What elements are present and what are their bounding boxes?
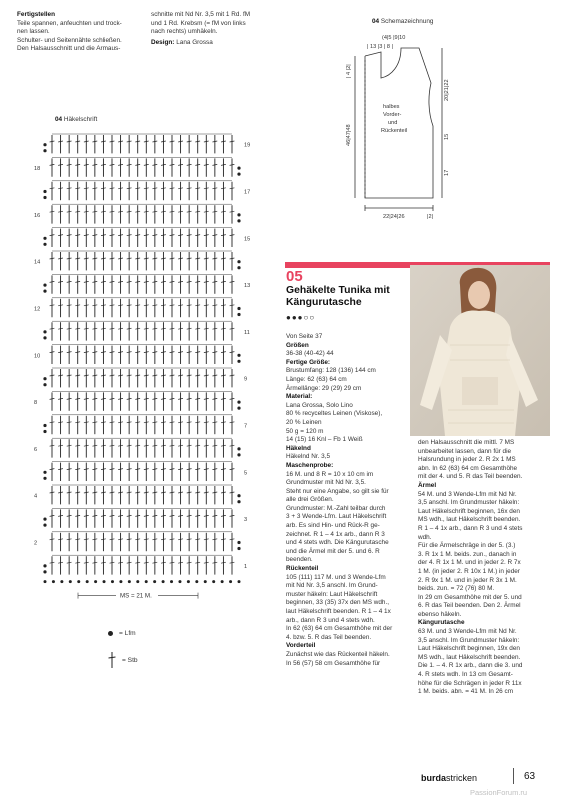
schema-number: 04	[372, 18, 380, 25]
foundation-chain-dot	[128, 580, 131, 583]
turning-chain-dot	[43, 564, 46, 567]
turning-chain-dot	[237, 354, 240, 357]
foundation-chain-dot	[229, 580, 232, 583]
watermark: PassionForum.ru	[470, 788, 528, 797]
chart-title-text: Häkelschrift	[62, 116, 98, 123]
foundation-chain-dot	[221, 580, 224, 583]
turning-chain-dot	[43, 524, 46, 527]
schema-label-3: und	[388, 120, 398, 126]
chain-stitch-icon	[108, 631, 113, 636]
brand-bold: burda	[421, 773, 447, 783]
legend-stb	[108, 652, 138, 668]
schema-outline	[365, 48, 433, 198]
legend-stb-label: = Stb	[122, 656, 138, 664]
footer-separator	[513, 768, 514, 784]
foundation-chain-dot	[195, 580, 198, 583]
section-heading: Häkelnd	[286, 444, 311, 452]
paragraph: Steht nur eine Angabe, so gilt sie für alle drei Größen.	[286, 487, 389, 504]
schema-shoulder: | 4 |2|	[346, 64, 352, 78]
finishing-continued	[151, 11, 276, 47]
foundation-chain-dot	[212, 580, 215, 583]
section-heading: Fertige Größe:	[286, 358, 331, 366]
foundation-chain-dot	[86, 580, 89, 583]
schema-r17: 17	[444, 169, 450, 176]
turning-chain-dot	[237, 266, 240, 269]
foundation-chain-dot	[170, 580, 173, 583]
turning-chain-dot	[237, 213, 240, 216]
foundation-chain-dot	[136, 580, 139, 583]
chart-number: 04	[55, 116, 63, 123]
schema-top-dims: (4|5 |9|10	[382, 35, 406, 41]
page-number: 63	[524, 771, 536, 782]
design-label: Design:	[151, 38, 175, 46]
paragraph: Zunächst wie das Rückenteil häkeln. In 56 (57) 58 cm Gesamthöhe für	[286, 650, 390, 667]
turning-chain-dot	[237, 360, 240, 363]
pattern-number: 05	[286, 268, 303, 285]
turning-chain-dot	[43, 190, 46, 193]
paragraph: Grundmuster: M.-Zahl teilbar durch 3 + 3 Wende-Lfm. Laut Häkelschrift arb. Es sind Hin- und Rück-R ge- zeichnet. R 1 – 4 1x arb., dann R 3 und 4 stets wdh. Die Kängurutasche und die Ärmel mit der 5. und 6. R beenden.	[286, 504, 389, 564]
turning-chain-dot	[237, 447, 240, 450]
section-heading: Vorderteil	[286, 642, 316, 650]
paragraph: 105 (111) 117 M. und 3 Wende-Lfm mit Nd Nr. 3,5 anschl. Im Grund- muster häkeln: Laut Häkelschrift beginnen, 33 (35) 37x den MS wdh., laut Häkelschrift beenden. R 1 – 4 1x arb., dann R 3 und 4 stets wdh. In 62 (63) 64 cm Gesamthöhe mit der 4. bzw. 5. R das Teil beenden.	[286, 573, 393, 641]
turning-chain-dot	[43, 330, 46, 333]
finishing-continued-text: schnitte mit Nd Nr. 3,5 mit 1 Rd. fM und 1 Rd. Krebsm (= fM von links nach rechts) umhäkeln.	[151, 11, 251, 36]
paragraph: 63 M. und 3 Wende-Lfm mit Nd Nr. 3,5 anschl. Im Grundmuster häkeln: Laut Häkelschrift beginnen, 19x den MS wdh., laut Häkelschrift beenden. Die 1. – 4. R 1x arb., dann die 3. und 4. R stets wdh. In 13 cm Gesamt- höhe für die Schrägen in jeder R 11x 1 M. beids. abn. = 41 M. In 26 cm	[418, 628, 523, 696]
section-heading: Kängurutasche	[418, 619, 465, 627]
turning-chain-dot	[237, 260, 240, 263]
turning-chain-dot	[43, 149, 46, 152]
row-number: 16	[34, 212, 41, 219]
foundation-chain-dot	[94, 580, 97, 583]
pattern-title: Gehäkelte Tunika mit Kängurutasche	[286, 285, 390, 308]
turning-chain-dot	[237, 167, 240, 170]
row-number: 6	[34, 446, 38, 453]
brand-light: stricken	[446, 773, 478, 783]
turning-chain-dot	[237, 173, 240, 176]
design-credit	[151, 39, 276, 48]
foundation-chain-dot	[77, 580, 80, 583]
row-number: 2	[34, 540, 38, 547]
turning-chain-dot	[43, 383, 46, 386]
row-number: 15	[244, 236, 251, 243]
section-heading: Ärmel	[418, 481, 437, 489]
legend-lfm-label: = Lfm	[119, 630, 136, 637]
paragraph: Lana Grossa, Solo Lino 80 % recyceltes Leinen (Viskose), 20 % Leinen 50 g = 120 m 14 (15) 16 Knl – Fb 1 Weiß	[286, 401, 383, 444]
turning-chain-dot	[237, 407, 240, 410]
schema-label-4: Rückenteil	[381, 128, 408, 134]
foundation-chain-dot	[162, 580, 165, 583]
row-number: 4	[34, 493, 38, 500]
foundation-chain-dot	[178, 580, 181, 583]
schema-title-text: Schemazeichnung	[379, 18, 434, 25]
turning-chain-dot	[43, 471, 46, 474]
schema-drawing	[335, 26, 460, 226]
finishing-heading: Fertigstellen	[17, 11, 55, 18]
foundation-chain-dot	[103, 580, 106, 583]
difficulty-rating: ●●●○○	[286, 313, 316, 322]
schema-bottom-width: 22|24|26	[383, 214, 405, 220]
row-number: 19	[244, 142, 251, 149]
paragraph: 36-38 (40-42) 44	[286, 350, 334, 358]
foundation-chain-dot	[145, 580, 148, 583]
double-crochet-icon	[108, 652, 116, 668]
row-number: 10	[34, 353, 41, 360]
ms-label: MS = 21 M.	[120, 592, 152, 600]
turning-chain-dot	[237, 494, 240, 497]
turning-chain-dot	[237, 401, 240, 404]
foundation-chain-dot	[52, 580, 55, 583]
schema-bottom-right: |2|	[427, 214, 434, 220]
turning-chain-dot	[43, 237, 46, 240]
row-number: 13	[244, 283, 251, 290]
schema-top-dims2: | 13 |3 | 8 |	[367, 44, 394, 50]
turning-chain-dot	[43, 430, 46, 433]
row-number: 14	[34, 259, 41, 266]
chart-title	[55, 116, 97, 123]
model-photo	[410, 265, 550, 436]
schema-right-top: 20|21|22	[444, 79, 450, 101]
turning-chain-dot	[43, 570, 46, 573]
section-heading: Maschenprobe:	[286, 461, 334, 469]
row-number: 8	[34, 400, 38, 407]
turning-chain-dot	[237, 307, 240, 310]
schema-label-2: Vorder-	[383, 112, 402, 118]
foundation-chain-dot	[44, 580, 47, 583]
turning-chain-dot	[237, 500, 240, 503]
paragraph: Brustumfang: 128 (136) 144 cm Länge: 62 (63) 64 cm Ärmellänge: 29 (29) 29 cm	[286, 367, 376, 392]
schema-r15: 15	[444, 133, 450, 140]
row-number: 5	[244, 470, 248, 477]
row-number: 18	[34, 166, 41, 173]
paragraph: Von Seite 37	[286, 333, 323, 340]
foundation-chain-dot	[204, 580, 207, 583]
turning-chain-dot	[43, 143, 46, 146]
foundation-chain-dot	[119, 580, 122, 583]
row-number: 17	[244, 189, 251, 196]
paragraph: 54 M. und 3 Wende-Lfm mit Nd Nr. 3,5 anschl. Im Grundmuster häkeln: Laut Häkelschrift beginnen, 16x den MS wdh., laut Häkelschrift beenden. R 1 – 4 1x arb., dann R 3 und 4 stets wdh. Für die Ärmelschräge in der 5. (3.) 3. R 1x 1 M. beids. zun., danach in der 4. R 1x 1 M. und in jeder 2. R 7x 1 M. (in jeder 2. R 10x 1 M.) in jeder 2. R 9x 1 M. und in jeder R 3x 1 M. beids. zun. = 72 (76) 80 M. In 29 cm Gesamthöhe mit der 5. und 6. R das Teil beenden. Den 2. Ärmel ebenso häkeln.	[418, 490, 523, 618]
turning-chain-dot	[43, 477, 46, 480]
foundation-chain-dot	[69, 580, 72, 583]
schema-label-1: halbes	[383, 104, 400, 110]
turning-chain-dot	[43, 284, 46, 287]
turning-chain-dot	[237, 219, 240, 222]
turning-chain-dot	[43, 336, 46, 339]
turning-chain-dot	[43, 518, 46, 521]
turning-chain-dot	[43, 377, 46, 380]
section-heading: Material:	[286, 393, 313, 401]
turning-chain-dot	[43, 243, 46, 246]
footer-brand	[421, 773, 477, 783]
schema-title	[372, 18, 433, 25]
finishing-text: Teile spannen, anfeuchten und trock- nen lassen. Schulter- und Seitennähte schließen. Den Halsausschnitt und die Armaus-	[17, 19, 122, 53]
turning-chain-dot	[43, 290, 46, 293]
row-number: 9	[244, 376, 248, 383]
instructions-column-right	[418, 439, 548, 697]
foundation-chain-dot	[153, 580, 156, 583]
turning-chain-dot	[43, 424, 46, 427]
foundation-chain-dot	[238, 580, 241, 583]
paragraph: den Halsausschnitt die mittl. 7 MS unbearbeitet lassen, dann für die Halsrundung in jeder 2. R 2x 1 MS abn. In 62 (63) 64 cm Gesamthöhe mit der 4. und 5. R das Teil beenden.	[418, 439, 523, 481]
row-number: 7	[244, 423, 248, 430]
row-number: 3	[244, 517, 248, 524]
turning-chain-dot	[237, 453, 240, 456]
paragraph: 16 M. und 8 R = 10 x 10 cm im Grundmuster mit Nd Nr. 3,5.	[286, 470, 374, 487]
row-number: 11	[244, 329, 250, 336]
foundation-chain-dot	[111, 580, 114, 583]
design-value: Lana Grossa	[174, 38, 213, 46]
foundation-chain-dot	[60, 580, 63, 583]
section-heading: Größen	[286, 341, 309, 349]
section-heading: Rückenteil	[286, 565, 319, 573]
turning-chain-dot	[43, 196, 46, 199]
turning-chain-dot	[237, 313, 240, 316]
legend-lfm	[108, 630, 136, 637]
schema-left-height: 46|47|48	[346, 124, 352, 146]
foundation-chain-dot	[187, 580, 190, 583]
turning-chain-dot	[237, 547, 240, 550]
row-number: 12	[34, 306, 41, 313]
finishing-section	[17, 11, 145, 54]
turning-chain-dot	[237, 541, 240, 544]
paragraph: Häkelnd Nr. 3,5	[286, 453, 331, 461]
instructions-column-left	[286, 333, 406, 668]
crochet-chart	[30, 125, 255, 600]
row-number: 1	[244, 563, 248, 570]
